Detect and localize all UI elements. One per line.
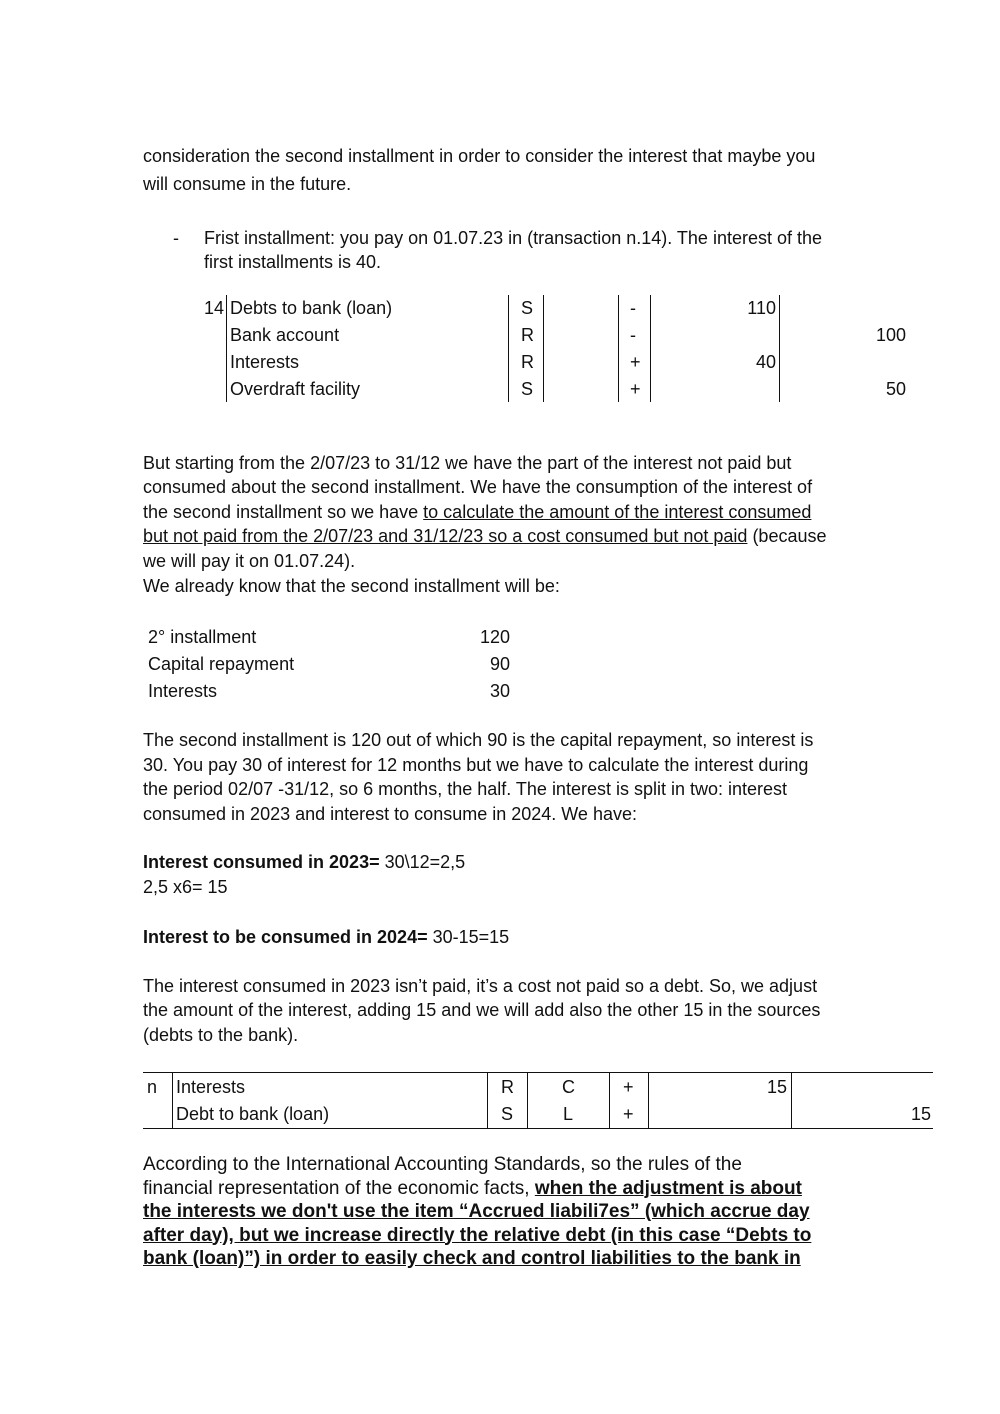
para4-line-2: the amount of the interest, adding 15 and we will add also the other 15 in the sources (143, 1000, 821, 1020)
calc-heading-2024: Interest to be consumed in 2024= (143, 927, 428, 947)
debit-amount (700, 322, 776, 349)
calc-formula-2023: 30\12=2,5 (379, 852, 466, 872)
account-class: L (563, 1104, 574, 1124)
table-row (200, 295, 920, 322)
table-divider (487, 1073, 488, 1128)
table-row (200, 322, 920, 349)
debit-amount: 15 (766, 1077, 787, 1097)
intro-line-2: will consume in the future. (143, 174, 352, 194)
credit-amount: 15 (910, 1104, 931, 1124)
ias-emphasis-text: when the adjustment is about (534, 1177, 802, 1199)
installment-value: 120 (479, 627, 510, 647)
variation-sign: + (623, 1104, 634, 1124)
table-divider (172, 1073, 173, 1128)
credit-amount (830, 295, 906, 322)
para2-line-5: we will pay it on 01.07.24). (143, 551, 356, 571)
ias-line-1: According to the International Accounting Standards, so the rules of the (143, 1154, 742, 1175)
installment-value: 90 (489, 654, 510, 674)
variation-sign: - (630, 325, 636, 345)
bullet-dash: - (173, 228, 179, 248)
para4-line-1: The interest consumed in 2023 isn’t paid, it’s a cost not paid so a debt. So, we adjust (143, 976, 818, 996)
account-type: S (521, 298, 534, 318)
entry-number: n (147, 1077, 158, 1097)
credit-amount (843, 1074, 931, 1101)
para2-line-2: consumed about the second installment. We have the consumption of the interest of (143, 477, 813, 497)
para2-line-3 (143, 500, 863, 525)
variation-sign: + (630, 352, 641, 372)
installment-label: Interests (148, 681, 218, 701)
installment-label: 2° installment (148, 627, 257, 647)
ias-line-3: the interests we don't use the item “Accrued liabili7es” (which accrue day (143, 1201, 810, 1222)
variation-sign: + (630, 379, 641, 399)
bullet-text (204, 226, 854, 274)
para3-line-3: the period 02/07 -31/12, so 6 months, the half. The interest is split in two: interest (143, 779, 788, 799)
debit-amount (700, 376, 776, 403)
variation-sign: - (630, 298, 636, 318)
table-divider (609, 1073, 610, 1128)
variation-sign: + (623, 1077, 634, 1097)
calc-line-2: 2,5 x6= 15 (143, 877, 228, 897)
ias-line-4: after day), but we increase directly the relative debt (in this case “Debts to (143, 1224, 812, 1246)
ias-paragraph (143, 1153, 863, 1271)
account-name: Debt to bank (loan) (176, 1104, 330, 1124)
table-row (200, 376, 920, 403)
ias-line-2 (143, 1177, 863, 1201)
table-row (148, 624, 548, 651)
bullet-text-line-2: first installments is 40. (204, 252, 382, 272)
para2-line-3-text: the second installment so we have (143, 502, 424, 522)
account-class: C (562, 1077, 575, 1097)
para3-line-1: The second installment is 120 out of which 90 is the capital repayment, so interest is (143, 730, 814, 750)
journal-entry-n (143, 1072, 933, 1129)
installment-label: Capital repayment (148, 654, 295, 674)
account-name: Bank account (230, 325, 340, 345)
bullet-text-line-1: Frist installment: you pay on 01.07.23 in (transaction n.14). The interest of the (204, 228, 823, 248)
calc-line-1 (143, 850, 863, 875)
credit-amount: 50 (885, 379, 906, 399)
account-name: Debts to bank (loan) (230, 298, 393, 318)
para2-line-1: But starting from the 2/07/23 to 31/12 we have the part of the interest not paid but (143, 453, 792, 473)
credit-amount (830, 349, 906, 376)
ias-line-5: bank (loan)”) in order to easily check and control liabilities to the bank in (143, 1248, 801, 1269)
para2-line-4-text: (because (747, 526, 827, 546)
table-row (148, 678, 548, 705)
para3-line-2: 30. You pay 30 of interest for 12 months but we have to calculate the interest during (143, 755, 809, 775)
account-name: Interests (176, 1077, 246, 1097)
para2-line-4 (143, 524, 863, 549)
intro-line-1: consideration the second installment in order to consider the interest that maybe you (143, 146, 816, 166)
debit-amount: 110 (747, 298, 776, 318)
ias-line-2-text: financial representation of the economic facts, (143, 1177, 535, 1199)
calc-line-3 (143, 925, 863, 950)
debit-amount: 40 (755, 352, 776, 372)
para2-underlined-text: but not paid from the 2/07/23 and 31/12/23 so a cost consumed but not paid (143, 526, 748, 546)
para2-underlined-text: to calculate the amount of the interest consumed (423, 502, 812, 522)
table-row (200, 349, 920, 376)
calc-heading-2023: Interest consumed in 2023= (143, 852, 380, 872)
debit-amount (703, 1101, 787, 1128)
account-type: S (521, 379, 534, 399)
account-type: R (501, 1077, 514, 1097)
table-divider (648, 1073, 649, 1128)
entry-number: 14 (204, 298, 225, 318)
account-type: R (521, 352, 534, 372)
installment-value: 30 (489, 681, 510, 701)
table-divider (527, 1073, 528, 1128)
table-row (148, 651, 548, 678)
table-divider (791, 1073, 792, 1128)
para3-line-4: consumed in 2023 and interest to consume in 2024. We have: (143, 804, 637, 824)
para4-line-3: (debts to the bank). (143, 1025, 299, 1045)
calc-formula-2024: 30-15=15 (427, 927, 510, 947)
account-name: Interests (230, 352, 300, 372)
account-type: R (521, 325, 534, 345)
account-name: Overdraft facility (230, 379, 361, 399)
account-type: S (501, 1104, 514, 1124)
para2-line-6: We already know that the second installment will be: (143, 576, 560, 596)
journal-entry-14 (200, 295, 920, 405)
credit-amount: 100 (875, 325, 906, 345)
